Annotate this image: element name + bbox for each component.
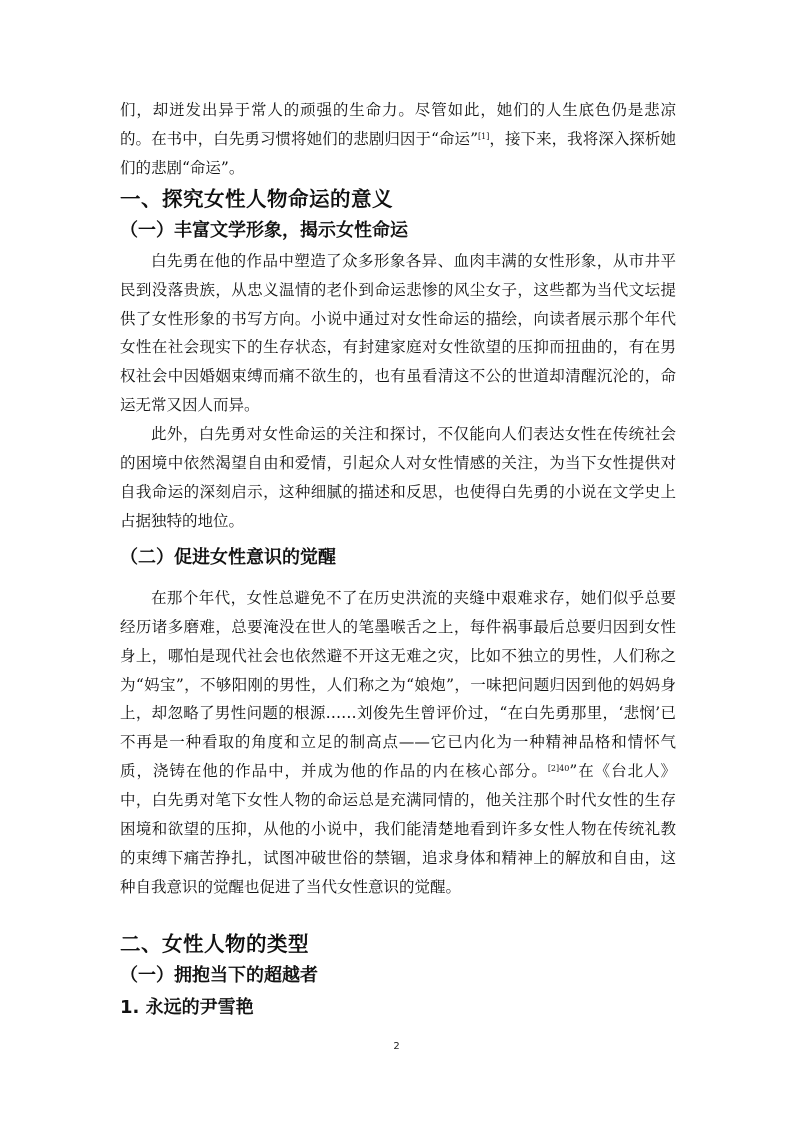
- intro-text-before-citation: 们，却迸发出异于常人的顽强的生命力。尽管如此，她们的人生底色仍是悲凉的。在书中，白先勇习惯将她们的悲剧归因于“命运”: [120, 101, 676, 148]
- section-1-1-paragraph-2: 此外，白先勇对女性命运的关注和探讨，不仅能向人们表达女性在传统社会的困境中依然渴望自由和爱情，引起众人对女性情感的关注，为当下女性提供对自我命运的深刻启示，这种细腻的描述和反思，也使得白先勇的小说在文学史上占据独特的地位。: [120, 425, 676, 530]
- spacer: [120, 902, 676, 928]
- section-2-1-heading: （一）拥抱当下的超越者: [120, 964, 318, 986]
- section-1-1-heading: （一）丰富文学形象，揭示女性命运: [120, 219, 408, 241]
- page-content: [120, 96, 676, 1024]
- section-1-heading: 一、探究女性人物命运的意义: [120, 186, 393, 211]
- citation-marker: [1]: [478, 132, 490, 142]
- section-1-2-text-before-citation: 在那个年代，女性总避免不了在历史洪流的夹缝中艰难求存，她们似乎总要经历诸多磨难，总要淹没在世人的笔墨喉舌之上，每件祸事最后总要归因到女性身上，哪怕是现代社会也依然避不开这无难之灾，比如不独立的男性，人们称之为“妈宝”，不够阳刚的男性，人们称之为“娘炮”，一味把问题归因到他的妈妈身上，却忽略了男性问题的根源……刘俊先生曾评价过，“在白先勇那里，‘悲悯’已不再是一种看取的角度和立足的制高点——它已内化为一种精神品格和情怀气质，浇铸在他的作品中，并成为他的作品的内在核心部分。: [120, 588, 676, 781]
- citation-marker: [2]40: [547, 764, 570, 774]
- section-2-heading: 二、女性人物的类型: [120, 931, 309, 956]
- intro-text-after-citation: ，接下来，我将深入探析她们的悲剧“命运”。: [120, 129, 676, 177]
- spacer: [120, 574, 676, 584]
- section-1-1-paragraph-1: 白先勇在他的作品中塑造了众多形象各异、血肉丰满的女性形象，从市井平民到没落贵族，从忠义温情的老仆到命运悲惨的风尘女子，这些都为当代文坛提供了女性形象的书写方向。小说中通过对女性命运的描绘，向读者展示那个年代女性在社会现实下的生存状态，有封建家庭对女性欲望的压抑而扭曲的，有在男权社会中因婚姻束缚而痛不欲生的，也有虽看清这不公的世道却清醒沉沦的，命运无常又因人而异。: [120, 251, 676, 415]
- section-1-2-text-after-citation: ”在《台北人》中，白先勇对笔下女性人物的命运总是充满同情的，他关注那个时代女性的生存困境和欲望的压抑，从他的小说中，我们能清楚地看到许多女性人物在传统礼教的束缚下痛苦挣扎，试图冲破世俗的禁锢，追求身体和精神上的解放和自由，这种自我意识的觉醒也促进了当代女性意识的觉醒。: [120, 762, 676, 896]
- intro-paragraph: [120, 96, 676, 183]
- page-number: 2: [393, 1041, 400, 1052]
- section-2-1-item-heading: 1. 永远的尹雪艳: [120, 996, 254, 1018]
- section-1-2-paragraph: [120, 584, 676, 902]
- section-1-2-heading: （二）促进女性意识的觉醒: [120, 546, 336, 568]
